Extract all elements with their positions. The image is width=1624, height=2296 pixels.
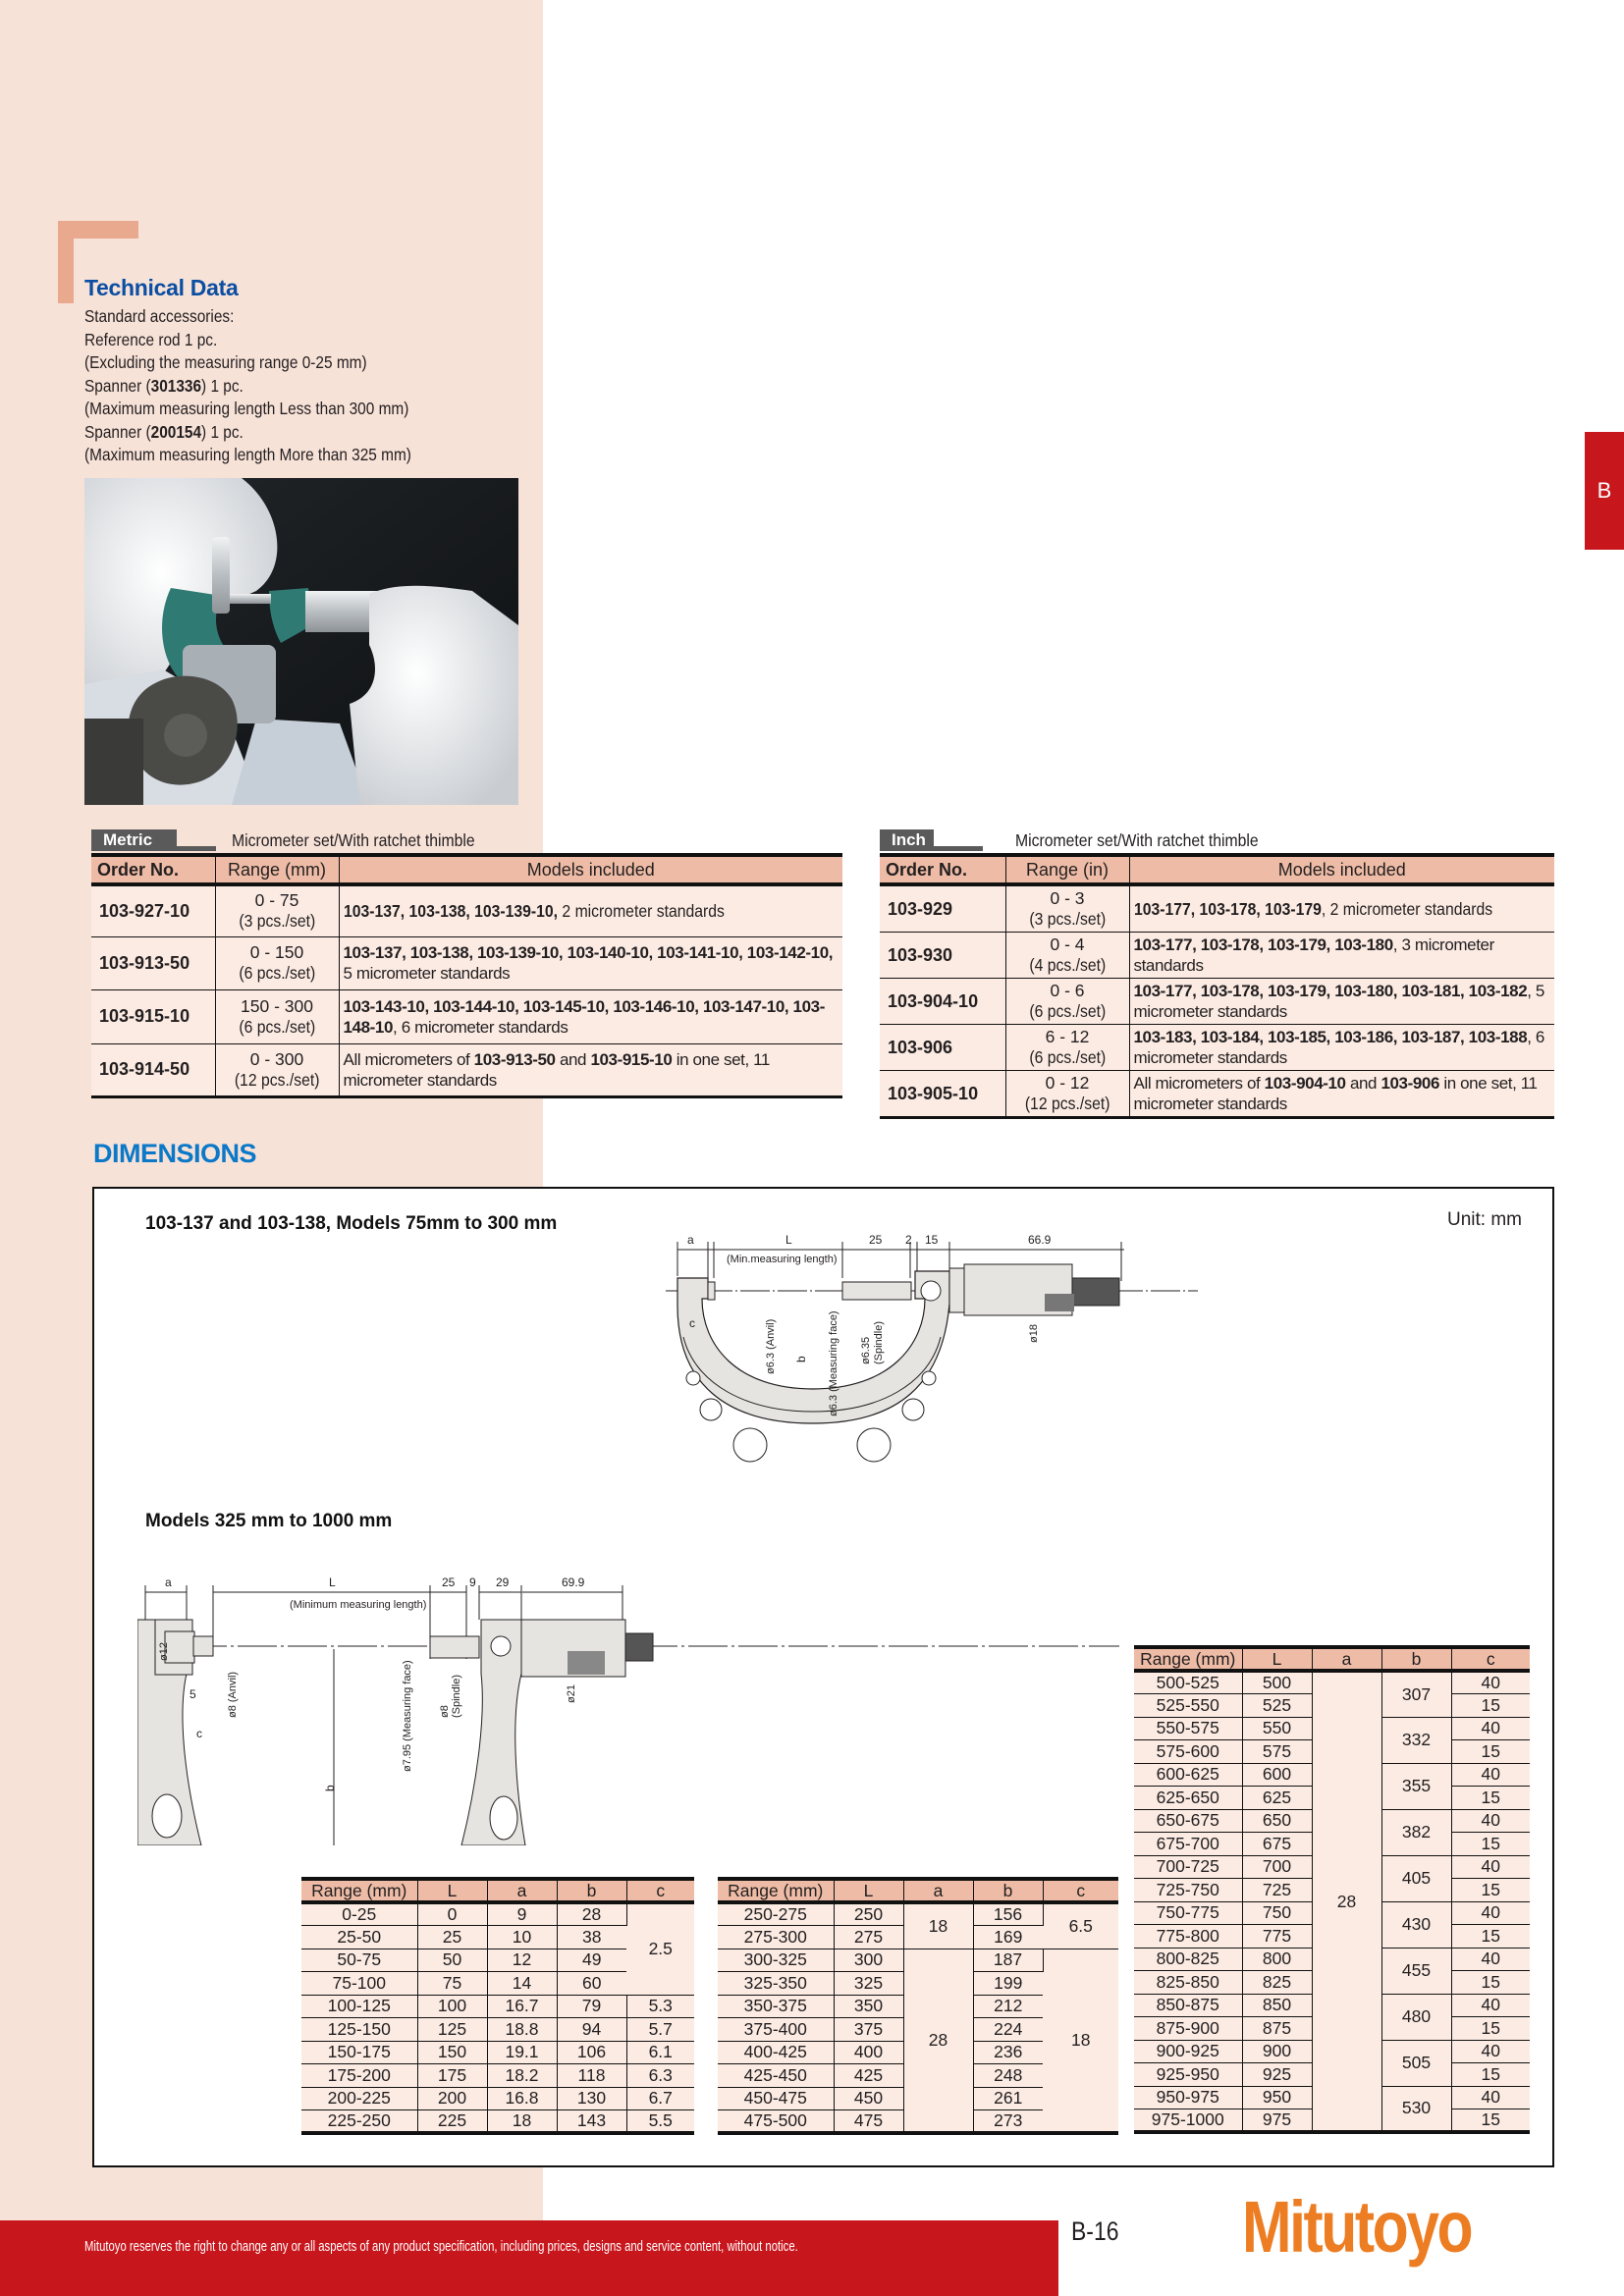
models-cell: 103-137, 103-138, 103-139-10, 2 micrometer standards — [339, 884, 842, 936]
unit-label: Unit: mm — [1447, 1209, 1522, 1230]
tech-line: (Maximum measuring length Less than 300 mm) — [84, 399, 409, 418]
svg-text:c: c — [689, 1316, 695, 1330]
a-merged: 28 — [1312, 1671, 1381, 2132]
footer-bar — [0, 2220, 1058, 2296]
table-row: 550-575 550 332 40 — [1134, 1717, 1530, 1740]
col-range: Range (mm) — [1134, 1647, 1242, 1671]
svg-text:15: 15 — [925, 1233, 939, 1247]
spanner-part-no: 200154 — [150, 421, 202, 442]
svg-text:b: b — [323, 1785, 337, 1791]
table-row: 250-275 250 18 156 6.5 — [718, 1902, 1118, 1926]
col-b: b — [557, 1879, 626, 1902]
table-row: 75-100 75 14 60 — [301, 1972, 694, 1996]
table-row: 375-400 375 224 — [718, 2018, 1118, 2042]
table-row: 850-875 850 480 40 — [1134, 1994, 1530, 2017]
models-cell: 103-177, 103-178, 103-179, 103-180, 3 micrometer standards — [1129, 933, 1554, 979]
table-row — [91, 1043, 842, 1096]
range-cell: 0 - 300 (12 pcs./set) — [215, 1043, 339, 1096]
svg-text:ø6.35: ø6.35 — [860, 1336, 872, 1364]
svg-text:a: a — [165, 1575, 172, 1589]
order-no: 103-927-10 — [91, 884, 215, 936]
dimensions-title: DIMENSIONS — [93, 1139, 257, 1168]
table-row: 700-725 700 405 40 — [1134, 1855, 1530, 1879]
a-merged: 18 — [903, 1902, 973, 1949]
table-row: 775-800 775 15 — [1134, 1925, 1530, 1949]
svg-text:ø18: ø18 — [1028, 1324, 1040, 1343]
c-merged: 6.5 — [1043, 1902, 1118, 1949]
table-row — [880, 933, 1554, 979]
col-L: L — [417, 1879, 487, 1902]
table-row: 125-150 125 18.8 94 5.7 — [301, 2018, 694, 2042]
range-cell: 0 - 4 (4 pcs./set) — [1005, 933, 1129, 979]
table-row: 575-600 575 15 — [1134, 1740, 1530, 1764]
svg-text:L: L — [329, 1575, 336, 1589]
table-row: 525-550 525 15 — [1134, 1694, 1530, 1718]
col-models: Models included — [1129, 855, 1554, 884]
tech-line: Reference rod 1 pc. — [84, 329, 218, 349]
table-row: 675-700 675 15 — [1134, 1833, 1530, 1856]
table-row: 175-200 175 18.2 118 6.3 — [301, 2064, 694, 2088]
svg-text:ø12: ø12 — [158, 1642, 170, 1661]
col-a: a — [903, 1879, 973, 1902]
dimension-table-500-1000 — [1134, 1645, 1530, 2134]
svg-text:25: 25 — [442, 1575, 456, 1589]
order-no: 103-905-10 — [880, 1071, 1005, 1118]
dimension-table-0-250 — [301, 1877, 694, 2135]
tech-line: Spanner (200154) 1 pc. — [84, 421, 244, 442]
range-cell: 0 - 6 (6 pcs./set) — [1005, 979, 1129, 1025]
col-range: Range (in) — [1005, 855, 1129, 884]
table-row: 975-1000 975 15 — [1134, 2109, 1530, 2133]
dimension-table-250-500 — [718, 1877, 1118, 2135]
svg-text:(Spindle): (Spindle) — [451, 1674, 462, 1718]
svg-text:ø6.3 (Measuring face): ø6.3 (Measuring face) — [828, 1310, 839, 1416]
svg-text:66.9: 66.9 — [1028, 1233, 1052, 1247]
svg-text:29: 29 — [496, 1575, 510, 1589]
c-merged: 2.5 — [626, 1902, 694, 1995]
table-row: 600-625 600 355 40 — [1134, 1763, 1530, 1787]
range-cell: 0 - 75 (3 pcs./set) — [215, 884, 339, 936]
col-c: c — [1451, 1647, 1530, 1671]
svg-text:69.9: 69.9 — [562, 1575, 585, 1589]
models-cell: 103-177, 103-178, 103-179, 2 micrometer standards — [1129, 884, 1554, 933]
table-row: 725-750 725 15 — [1134, 1879, 1530, 1902]
table-row: 275-300 275 169 — [718, 1926, 1118, 1949]
table-row: 825-850 825 15 — [1134, 1971, 1530, 1995]
svg-text:c: c — [196, 1727, 202, 1740]
table-row — [880, 1071, 1554, 1118]
table-row — [880, 1025, 1554, 1071]
col-range: Range (mm) — [718, 1879, 834, 1902]
table-row: 875-900 875 15 — [1134, 2017, 1530, 2041]
models-cell: All micrometers of 103-913-50 and 103-915-10 in one set, 11 micrometer standards — [339, 1043, 842, 1096]
c-merged: 18 — [1043, 1949, 1118, 2133]
order-no: 103-913-50 — [91, 936, 215, 989]
table-row: 950-975 950 530 40 — [1134, 2086, 1530, 2109]
micrometer-drawing-75-300 — [648, 1217, 1198, 1531]
table-row: 800-825 800 455 40 — [1134, 1948, 1530, 1971]
svg-text:9: 9 — [469, 1575, 476, 1589]
spanner-part-no: 301336 — [150, 375, 202, 396]
order-no: 103-904-10 — [880, 979, 1005, 1025]
col-order-no: Order No. — [91, 855, 215, 884]
svg-text:2: 2 — [905, 1233, 912, 1247]
table-row: 0-25 0 9 28 2.5 — [301, 1902, 694, 1926]
order-no: 103-906 — [880, 1025, 1005, 1071]
col-order-no: Order No. — [880, 855, 1005, 884]
table-row: 750-775 750 430 40 — [1134, 1901, 1530, 1925]
svg-text:ø21: ø21 — [566, 1684, 577, 1703]
table-row — [880, 884, 1554, 933]
table-row: 150-175 150 19.1 106 6.1 — [301, 2041, 694, 2064]
col-b: b — [973, 1879, 1043, 1902]
svg-text:a: a — [687, 1233, 694, 1247]
tech-line: (Maximum measuring length More than 325 mm) — [84, 445, 411, 464]
range-cell: 6 - 12 (6 pcs./set) — [1005, 1025, 1129, 1071]
table-row — [91, 936, 842, 989]
svg-text:(Minimum measuring length): (Minimum measuring length) — [290, 1599, 427, 1611]
col-L: L — [1242, 1647, 1312, 1671]
product-photo — [84, 478, 518, 805]
table-row — [880, 979, 1554, 1025]
table-row: 650-675 650 382 40 — [1134, 1809, 1530, 1833]
col-L: L — [834, 1879, 903, 1902]
inch-tag: Inch — [880, 829, 934, 851]
table-row: 50-75 50 12 49 — [301, 1949, 694, 1972]
table-row: 400-425 400 236 — [718, 2041, 1118, 2064]
svg-text:25: 25 — [869, 1233, 883, 1247]
col-a: a — [487, 1879, 557, 1902]
table-row: 900-925 900 505 40 — [1134, 2040, 1530, 2063]
table-row: 225-250 225 18 143 5.5 — [301, 2110, 694, 2134]
svg-text:ø8 (Anvil): ø8 (Anvil) — [227, 1671, 239, 1718]
svg-text:ø6.3 (Anvil): ø6.3 (Anvil) — [765, 1318, 777, 1374]
tech-line: (Excluding the measuring range 0-25 mm) — [84, 352, 367, 372]
models-cell: 103-183, 103-184, 103-185, 103-186, 103-187, 103-188, 6 micrometer standards — [1129, 1025, 1554, 1071]
col-range: Range (mm) — [215, 855, 339, 884]
order-no: 103-930 — [880, 933, 1005, 979]
models-cell: All micrometers of 103-904-10 and 103-906 in one set, 11 micrometer standards — [1129, 1071, 1554, 1118]
table-row: 100-125 100 16.7 79 5.3 — [301, 1995, 694, 2018]
range-cell: 0 - 3 (3 pcs./set) — [1005, 884, 1129, 933]
table-row — [91, 989, 842, 1043]
col-c: c — [1043, 1879, 1118, 1902]
order-no: 103-929 — [880, 884, 1005, 933]
col-b: b — [1381, 1647, 1451, 1671]
metric-tag: Metric — [91, 829, 177, 851]
metric-caption: Micrometer set/With ratchet thimble — [232, 830, 475, 850]
order-no: 103-914-50 — [91, 1043, 215, 1096]
col-range: Range (mm) — [301, 1879, 417, 1902]
svg-text:b: b — [794, 1356, 808, 1362]
col-a: a — [1312, 1647, 1381, 1671]
technical-data-title: Technical Data — [84, 275, 239, 300]
table-row: 500-525 500 28 307 40 — [1134, 1671, 1530, 1694]
models-cell: 103-143-10, 103-144-10, 103-145-10, 103-146-10, 103-147-10, 103-148-10, 6 micrometer standards — [339, 989, 842, 1043]
svg-text:(Spindle): (Spindle) — [873, 1320, 885, 1364]
table-row: 350-375 350 212 — [718, 1995, 1118, 2018]
table-row: 25-50 25 10 38 — [301, 1926, 694, 1949]
drawing2-title: Models 325 mm to 1000 mm — [145, 1511, 393, 1531]
svg-text:ø7.95 (Measuring face): ø7.95 (Measuring face) — [402, 1660, 413, 1772]
table-row: 200-225 200 16.8 130 6.7 — [301, 2087, 694, 2110]
range-cell: 0 - 12 (12 pcs./set) — [1005, 1071, 1129, 1118]
range-cell: 150 - 300 (6 pcs./set) — [215, 989, 339, 1043]
table-row: 925-950 925 15 — [1134, 2063, 1530, 2087]
page-number: B-16 — [1071, 2216, 1119, 2246]
models-cell: 103-177, 103-178, 103-179, 103-180, 103-181, 103-182, 5 micrometer standards — [1129, 979, 1554, 1025]
table-row — [91, 884, 842, 936]
col-c: c — [626, 1879, 694, 1902]
footer-disclaimer: Mitutoyo reserves the right to change any or all aspects of any product specification, including prices, designs and service content, without notice. — [84, 2239, 798, 2255]
tech-line: Spanner (301336) 1 pc. — [84, 375, 244, 396]
table-row: 475-500 475 273 — [718, 2110, 1118, 2134]
table-row: 300-325 300 28 187 18 — [718, 1949, 1118, 1972]
models-cell: 103-137, 103-138, 103-139-10, 103-140-10, 103-141-10, 103-142-10, 5 micrometer standards — [339, 936, 842, 989]
svg-text:(Min.measuring length): (Min.measuring length) — [727, 1254, 838, 1265]
table-row: 425-450 425 248 — [718, 2064, 1118, 2088]
metric-set-table — [91, 828, 842, 1098]
a-merged: 28 — [903, 1949, 973, 2133]
micrometer-drawing-325-1000 — [137, 1551, 1119, 1845]
table-row: 450-475 450 261 — [718, 2087, 1118, 2110]
order-no: 103-915-10 — [91, 989, 215, 1043]
range-cell: 0 - 150 (6 pcs./set) — [215, 936, 339, 989]
table-row: 325-350 325 199 — [718, 1972, 1118, 1996]
svg-text:ø8: ø8 — [439, 1705, 451, 1718]
col-models: Models included — [339, 855, 842, 884]
tech-line: Standard accessories: — [84, 306, 235, 326]
mitutoyo-logo: Mitutoyo — [1242, 2186, 1472, 2268]
svg-text:L: L — [785, 1233, 792, 1247]
svg-text:5: 5 — [189, 1687, 196, 1701]
section-tab-b: B — [1585, 432, 1624, 550]
inch-set-table — [880, 828, 1554, 1119]
table-row: 625-650 625 15 — [1134, 1787, 1530, 1810]
drawing1-title: 103-137 and 103-138, Models 75mm to 300 mm — [145, 1213, 558, 1234]
technical-data-lines — [84, 305, 411, 467]
inch-caption: Micrometer set/With ratchet thimble — [1015, 830, 1259, 850]
